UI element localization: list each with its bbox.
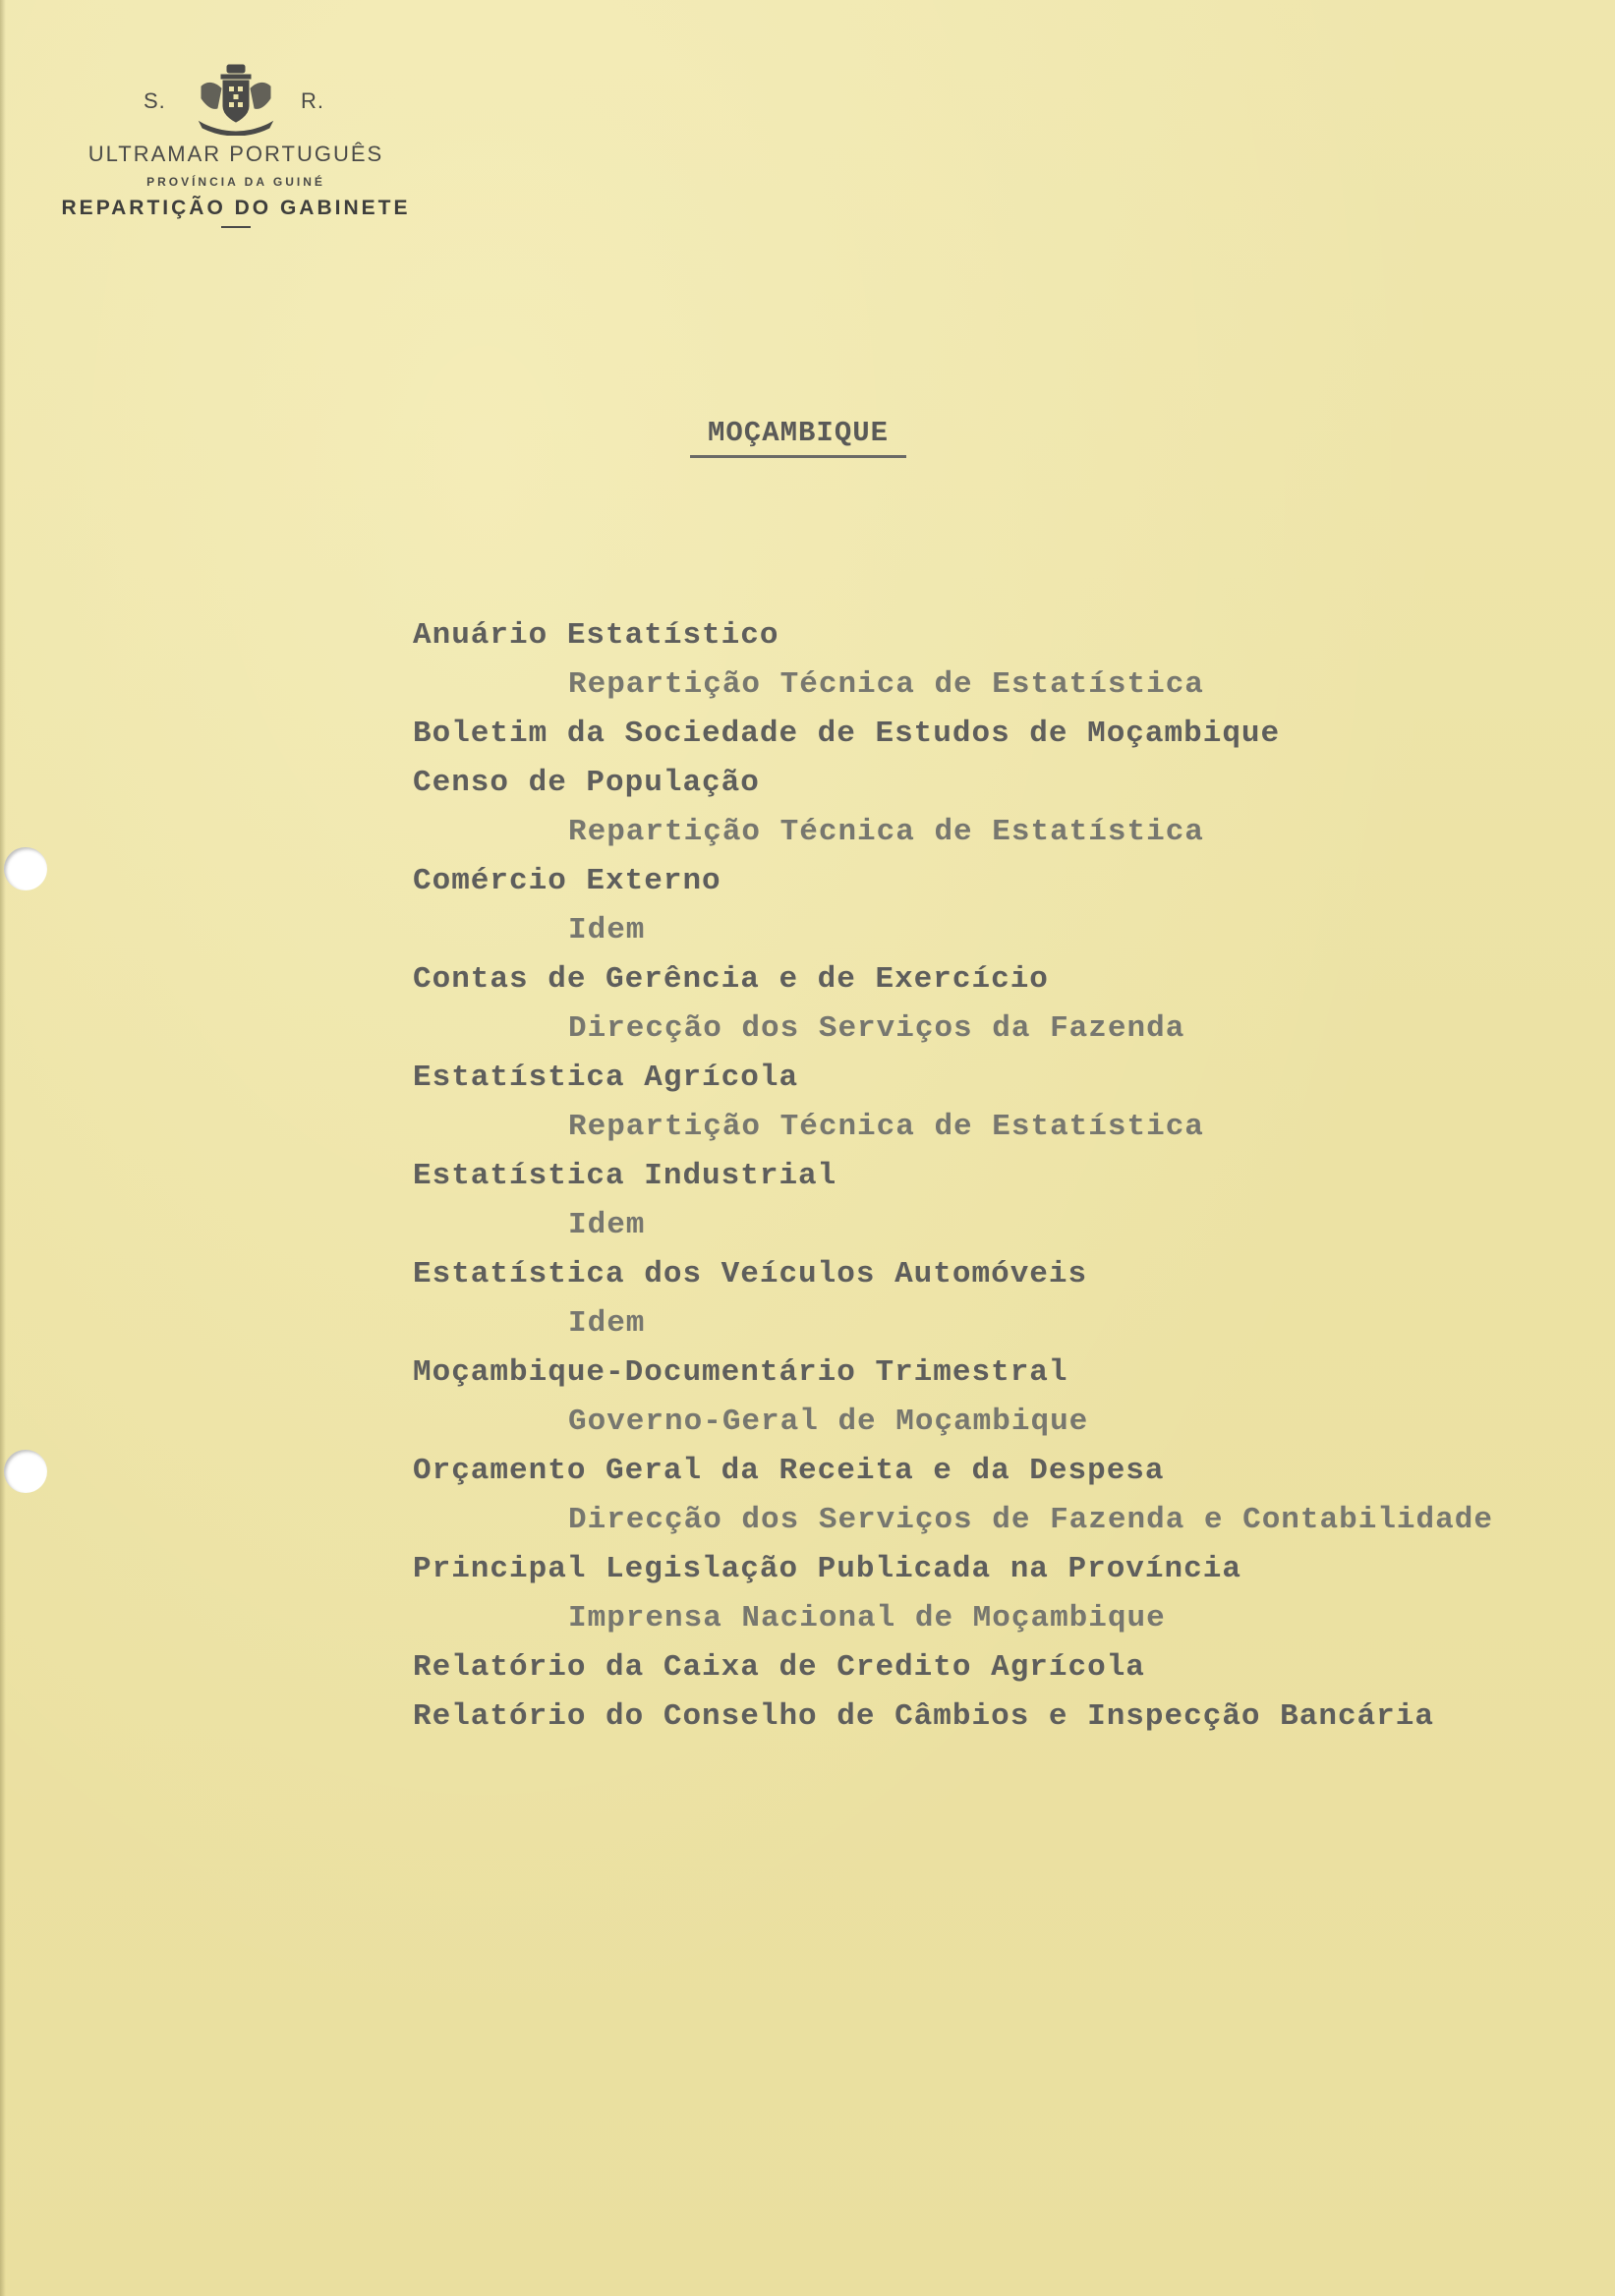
page-edge-shadow <box>0 0 6 2296</box>
publication-title-line: Boletim da Sociedade de Estudos de Moçambique <box>413 717 1281 751</box>
crest-left-letter: S. <box>144 88 166 113</box>
publication-title-line: Estatística Agrícola <box>413 1061 799 1095</box>
publication-title-line: Principal Legislação Publicada na Província <box>413 1552 1241 1586</box>
publication-title-line: Relatório do Conselho de Câmbios e Inspecção Bancária <box>413 1699 1434 1734</box>
letterhead-line-2: PROVÍNCIA DA GUINÉ <box>146 175 325 189</box>
publication-title-line: Moçambique-Documentário Trimestral <box>413 1355 1068 1390</box>
letterhead-line-3: REPARTIÇÃO DO GABINETE <box>61 197 411 219</box>
letterhead-line-1: ULTRAMAR PORTUGUÊS <box>87 142 384 166</box>
publication-title-line: Censo de População <box>413 766 760 800</box>
publisher-line: Imprensa Nacional de Moçambique <box>568 1601 1166 1636</box>
publisher-line: Direcção dos Serviços de Fazenda e Contabilidade <box>568 1503 1493 1537</box>
publication-list <box>413 611 1592 1742</box>
publication-title-line: Estatística Industrial <box>413 1159 837 1193</box>
punch-hole-upper <box>4 847 47 890</box>
publication-title-line: Estatística dos Veículos Automóveis <box>413 1257 1088 1292</box>
document-title: MOÇAMBIQUE <box>690 417 906 458</box>
publisher-line: Repartição Técnica de Estatística <box>568 1110 1204 1144</box>
publisher-line: Idem <box>568 1208 646 1242</box>
publication-title-line: Comércio Externo <box>413 864 721 898</box>
punch-hole-lower <box>4 1450 47 1493</box>
coat-of-arms-icon <box>192 63 280 136</box>
publisher-line: Repartição Técnica de Estatística <box>568 667 1204 702</box>
publication-title-line: Contas de Gerência e de Exercício <box>413 962 1049 997</box>
publication-title-line: Anuário Estatístico <box>413 618 779 653</box>
publisher-line: Governo-Geral de Moçambique <box>568 1405 1089 1439</box>
publication-title-line: Relatório da Caixa de Credito Agrícola <box>413 1650 1145 1685</box>
letterhead-rule <box>221 226 251 228</box>
publisher-line: Repartição Técnica de Estatística <box>568 815 1204 849</box>
publisher-line: Direcção dos Serviços da Fazenda <box>568 1011 1185 1046</box>
publisher-line: Idem <box>568 913 646 947</box>
letterhead <box>39 59 433 228</box>
crest-right-letter: R. <box>301 88 324 113</box>
crest-row <box>39 59 433 138</box>
publication-title-line: Orçamento Geral da Receita e da Despesa <box>413 1454 1165 1488</box>
publisher-line: Idem <box>568 1306 646 1341</box>
